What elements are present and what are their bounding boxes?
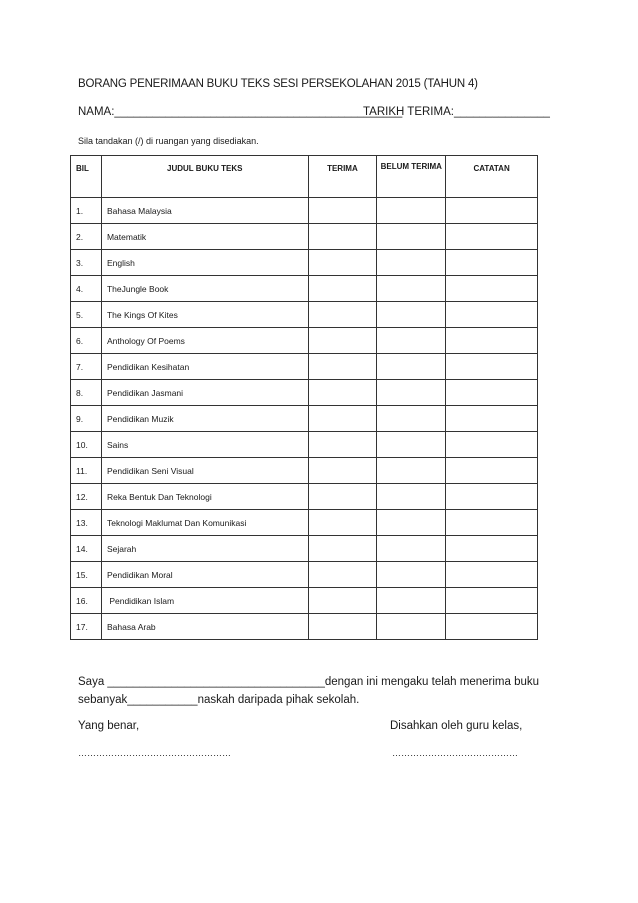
row-bil: 10.	[71, 432, 102, 458]
row-terima-cell[interactable]	[308, 276, 377, 302]
row-bil: 14.	[71, 536, 102, 562]
row-judul: Anthology Of Poems	[101, 328, 308, 354]
table-row	[71, 354, 538, 380]
column-header-judul: JUDUL BUKU TEKS	[101, 156, 308, 198]
row-catatan-cell[interactable]	[446, 302, 538, 328]
student-signature-line[interactable]: ……………………………………………	[78, 748, 231, 758]
row-catatan-cell[interactable]	[446, 536, 538, 562]
row-terima-cell[interactable]	[308, 354, 377, 380]
row-catatan-cell[interactable]	[446, 432, 538, 458]
row-belum-terima-cell[interactable]	[377, 536, 446, 562]
table-row	[71, 276, 538, 302]
row-belum-terima-cell[interactable]	[377, 328, 446, 354]
row-terima-cell[interactable]	[308, 484, 377, 510]
row-terima-cell[interactable]	[308, 224, 377, 250]
table-row	[71, 562, 538, 588]
row-judul: Matematik	[101, 224, 308, 250]
table-row	[71, 328, 538, 354]
date-received-field[interactable]: TARIKH TERIMA:_______________	[363, 106, 550, 118]
row-bil: 6.	[71, 328, 102, 354]
row-judul: TheJungle Book	[101, 276, 308, 302]
table-row	[71, 510, 538, 536]
disahkan-label: Disahkan oleh guru kelas,	[390, 720, 523, 732]
row-catatan-cell[interactable]	[446, 224, 538, 250]
row-bil: 16.	[71, 588, 102, 614]
row-judul: Pendidikan Muzik	[101, 406, 308, 432]
table-row	[71, 458, 538, 484]
row-bil: 13.	[71, 510, 102, 536]
row-bil: 12.	[71, 484, 102, 510]
row-bil: 5.	[71, 302, 102, 328]
column-header-bil: BIL	[71, 156, 102, 198]
row-catatan-cell[interactable]	[446, 406, 538, 432]
row-belum-terima-cell[interactable]	[377, 484, 446, 510]
table-row	[71, 536, 538, 562]
row-judul: Bahasa Arab	[101, 614, 308, 640]
instruction-text: Sila tandakan (/) di ruangan yang disediakan.	[78, 136, 259, 146]
name-field[interactable]: NAMA:_____________________________________________	[78, 106, 403, 118]
row-bil: 11.	[71, 458, 102, 484]
row-judul: Sains	[101, 432, 308, 458]
column-header-catatan: CATATAN	[446, 156, 538, 198]
row-belum-terima-cell[interactable]	[377, 198, 446, 224]
row-catatan-cell[interactable]	[446, 328, 538, 354]
row-belum-terima-cell[interactable]	[377, 380, 446, 406]
row-judul: Bahasa Malaysia	[101, 198, 308, 224]
table-row	[71, 588, 538, 614]
row-judul: The Kings Of Kites	[101, 302, 308, 328]
row-catatan-cell[interactable]	[446, 614, 538, 640]
table-row	[71, 484, 538, 510]
row-catatan-cell[interactable]	[446, 250, 538, 276]
table-row	[71, 250, 538, 276]
table-row	[71, 302, 538, 328]
row-belum-terima-cell[interactable]	[377, 354, 446, 380]
row-belum-terima-cell[interactable]	[377, 458, 446, 484]
row-bil: 15.	[71, 562, 102, 588]
row-terima-cell[interactable]	[308, 302, 377, 328]
row-belum-terima-cell[interactable]	[377, 614, 446, 640]
row-belum-terima-cell[interactable]	[377, 588, 446, 614]
teacher-signature-line[interactable]: ……………………………………	[392, 748, 518, 758]
column-header-belum-terima	[377, 156, 446, 198]
name-row	[78, 106, 548, 118]
row-judul: Pendidikan Seni Visual	[101, 458, 308, 484]
row-bil: 3.	[71, 250, 102, 276]
row-terima-cell[interactable]	[308, 250, 377, 276]
row-judul: Pendidikan Kesihatan	[101, 354, 308, 380]
row-judul: Sejarah	[101, 536, 308, 562]
row-terima-cell[interactable]	[308, 614, 377, 640]
belum-terima-label: BELUM TERIMA	[380, 162, 442, 171]
row-belum-terima-cell[interactable]	[377, 224, 446, 250]
row-belum-terima-cell[interactable]	[377, 302, 446, 328]
declaration-line-1: Saya __________________________________dengan ini mengaku telah menerima buku	[78, 676, 540, 688]
row-terima-cell[interactable]	[308, 198, 377, 224]
textbook-table	[70, 155, 538, 640]
row-catatan-cell[interactable]	[446, 484, 538, 510]
table-row	[71, 614, 538, 640]
row-belum-terima-cell[interactable]	[377, 432, 446, 458]
table-row	[71, 198, 538, 224]
row-terima-cell[interactable]	[308, 562, 377, 588]
signature-labels	[78, 720, 523, 732]
row-catatan-cell[interactable]	[446, 198, 538, 224]
row-judul: Reka Bentuk Dan Teknologi	[101, 484, 308, 510]
declaration-line-2: sebanyak___________naskah daripada pihak sekolah.	[78, 694, 360, 706]
row-bil: 1.	[71, 198, 102, 224]
row-bil: 17.	[71, 614, 102, 640]
row-judul: Teknologi Maklumat Dan Komunikasi	[101, 510, 308, 536]
row-bil: 2.	[71, 224, 102, 250]
row-bil: 8.	[71, 380, 102, 406]
row-catatan-cell[interactable]	[446, 562, 538, 588]
table-row	[71, 380, 538, 406]
table-row	[71, 432, 538, 458]
row-belum-terima-cell[interactable]	[377, 276, 446, 302]
row-terima-cell[interactable]	[308, 588, 377, 614]
row-bil: 7.	[71, 354, 102, 380]
row-judul: Pendidikan Moral	[101, 562, 308, 588]
row-catatan-cell[interactable]	[446, 380, 538, 406]
row-terima-cell[interactable]	[308, 536, 377, 562]
row-judul: Pendidikan Jasmani	[101, 380, 308, 406]
row-terima-cell[interactable]	[308, 328, 377, 354]
table-header-row	[71, 156, 538, 198]
row-bil: 9.	[71, 406, 102, 432]
row-judul: Pendidikan Islam	[101, 588, 308, 614]
row-bil: 4.	[71, 276, 102, 302]
row-terima-cell[interactable]	[308, 406, 377, 432]
row-belum-terima-cell[interactable]	[377, 250, 446, 276]
table-row	[71, 224, 538, 250]
signature-lines	[78, 748, 518, 758]
row-terima-cell[interactable]	[308, 510, 377, 536]
row-belum-terima-cell[interactable]	[377, 510, 446, 536]
form-title: BORANG PENERIMAAN BUKU TEKS SESI PERSEKOLAHAN 2015 (TAHUN 4)	[78, 78, 478, 90]
row-catatan-cell[interactable]	[446, 458, 538, 484]
row-judul: English	[101, 250, 308, 276]
row-catatan-cell[interactable]	[446, 588, 538, 614]
row-belum-terima-cell[interactable]	[377, 562, 446, 588]
row-terima-cell[interactable]	[308, 380, 377, 406]
yang-benar-label: Yang benar,	[78, 720, 140, 732]
row-belum-terima-cell[interactable]	[377, 406, 446, 432]
column-header-terima: TERIMA	[308, 156, 377, 198]
row-catatan-cell[interactable]	[446, 276, 538, 302]
table-row	[71, 406, 538, 432]
row-terima-cell[interactable]	[308, 432, 377, 458]
row-catatan-cell[interactable]	[446, 354, 538, 380]
row-terima-cell[interactable]	[308, 458, 377, 484]
row-catatan-cell[interactable]	[446, 510, 538, 536]
